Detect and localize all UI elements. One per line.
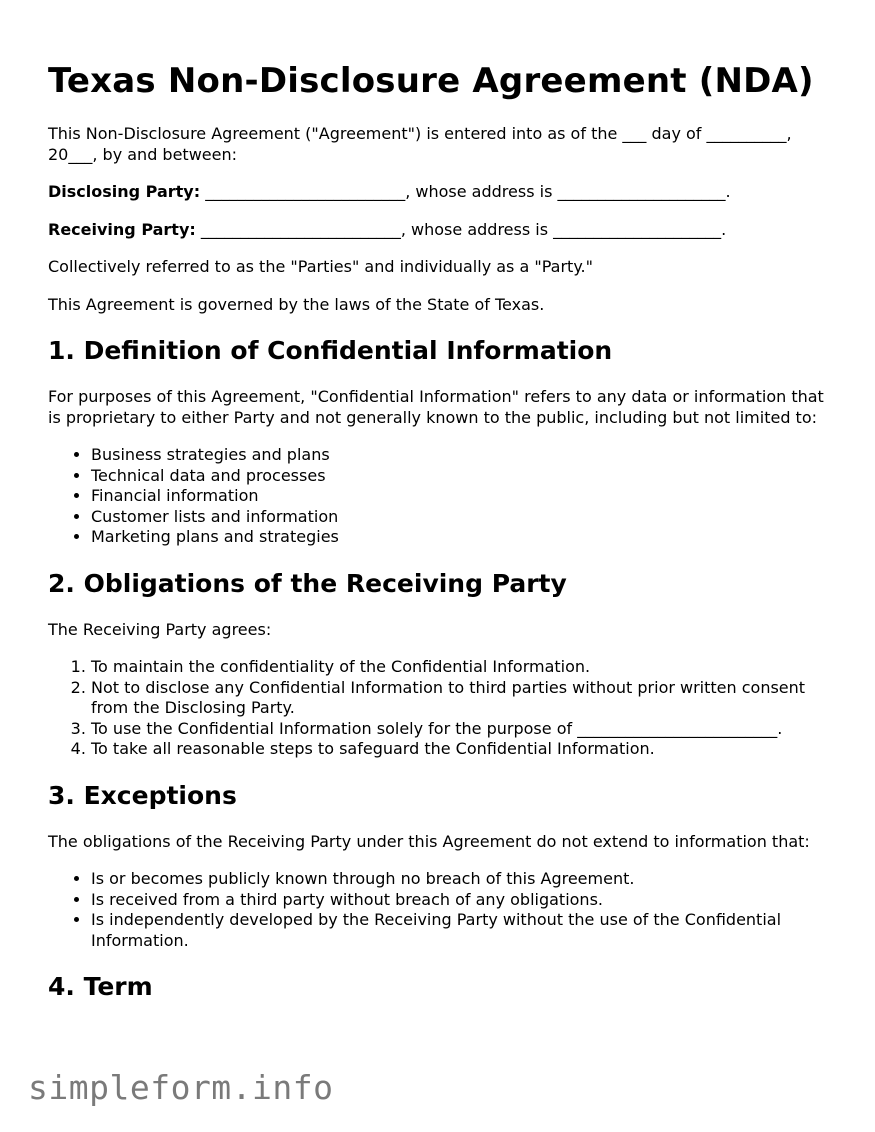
section-1-heading: 1. Definition of Confidential Information xyxy=(48,336,613,365)
section-1-body: For purposes of this Agreement, "Confidential Information" refers to any data or information that is proprietary to either Party and not generally known to the public, including but not limited to: xyxy=(48,387,824,427)
list-item: • Business strategies and plans xyxy=(91,445,838,466)
section-3-body: The obligations of the Receiving Party under this Agreement do not extend to information that: xyxy=(48,831,810,851)
list-item: 2. Not to disclose any Confidential Information to third parties without prior written consent from the Disclosing Party. xyxy=(91,678,838,719)
receiving-party-text: _________________________, whose address is _____________________. xyxy=(195,219,727,239)
section-3-list xyxy=(48,869,838,951)
list-item: • Is independently developed by the Receiving Party without the use of the Confidential Information. xyxy=(91,910,838,951)
disclosing-party-line xyxy=(48,182,838,203)
receiving-party-line xyxy=(48,220,838,241)
section-1-list xyxy=(48,445,838,548)
disclosing-party-label: Disclosing Party: xyxy=(48,182,201,201)
list-item: • Technical data and processes xyxy=(91,466,838,487)
section-2-heading: 2. Obligations of the Receiving Party xyxy=(48,568,567,598)
section-2-body: The Receiving Party agrees: xyxy=(48,619,272,639)
list-item: 3. To use the Confidential Information solely for the purpose of _________________________. xyxy=(91,719,838,740)
section-2-list xyxy=(48,657,838,760)
list-item: • Financial information xyxy=(91,486,838,507)
receiving-party-label: Receiving Party: xyxy=(48,219,196,239)
section-3-heading: 3. Exceptions xyxy=(48,780,237,810)
list-item: • Is received from a third party without breach of any obligations. xyxy=(91,890,838,911)
list-item: 1. To maintain the confidentiality of the Confidential Information. xyxy=(91,657,838,678)
governing-law-paragraph: This Agreement is governed by the laws of the State of Texas. xyxy=(48,294,545,314)
list-item: • Is or becomes publicly known through no breach of this Agreement. xyxy=(91,869,838,890)
list-item: • Customer lists and information xyxy=(91,507,838,528)
list-item: 4. To take all reasonable steps to safeguard the Confidential Information. xyxy=(91,739,838,760)
intro-paragraph: This Non-Disclosure Agreement ("Agreement") is entered into as of the ___ day of __________, 20___, by and between: xyxy=(48,124,792,164)
section-4-heading: 4. Term xyxy=(48,972,153,1001)
document xyxy=(48,58,838,1023)
list-item: • Marketing plans and strategies xyxy=(91,527,838,548)
watermark: simpleform.info xyxy=(28,1068,334,1107)
collective-paragraph: Collectively referred to as the "Parties" and individually as a "Party." xyxy=(48,257,593,276)
page-title: Texas Non-Disclosure Agreement (NDA) xyxy=(48,61,814,101)
disclosing-party-text: _________________________, whose address is _____________________. xyxy=(200,182,731,201)
